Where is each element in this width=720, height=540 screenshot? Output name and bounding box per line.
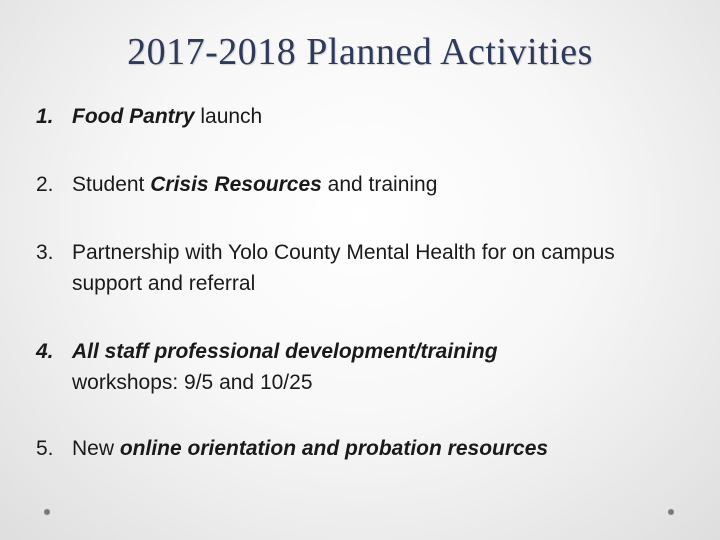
item-number: 2. (36, 173, 54, 196)
item-plain: New (72, 437, 120, 460)
item-text (72, 433, 676, 464)
item-emphasis: online orientation and probation resources (119, 437, 549, 460)
list-item (36, 336, 676, 398)
item-number: 3. (36, 241, 54, 264)
decorative-dot-icon (44, 509, 50, 515)
item-text: Partnership with Yolo County Mental Health for on campus support and referral (72, 241, 615, 295)
slide-title: 2017-2018 Planned Activities (127, 31, 593, 73)
item-text (72, 169, 676, 200)
list-item (36, 169, 676, 200)
item-text (72, 336, 676, 398)
list-item (36, 101, 676, 132)
item-number: 1. (36, 105, 54, 128)
item-plain: launch (194, 105, 263, 128)
item-emphasis: Crisis Resources (150, 173, 322, 196)
item-plain: and training (321, 173, 438, 196)
item-emphasis: Food Pantry (72, 105, 195, 128)
list-item (36, 237, 676, 299)
list-item (36, 433, 676, 464)
item-text (72, 101, 676, 132)
item-number: 5. (36, 437, 54, 460)
item-plain: workshops: 9/5 and 10/25 (72, 371, 313, 394)
decorative-dot-icon (668, 509, 674, 515)
item-emphasis: All staff professional development/training (72, 340, 498, 363)
item-plain: Student (72, 173, 151, 196)
item-number: 4. (36, 340, 54, 363)
